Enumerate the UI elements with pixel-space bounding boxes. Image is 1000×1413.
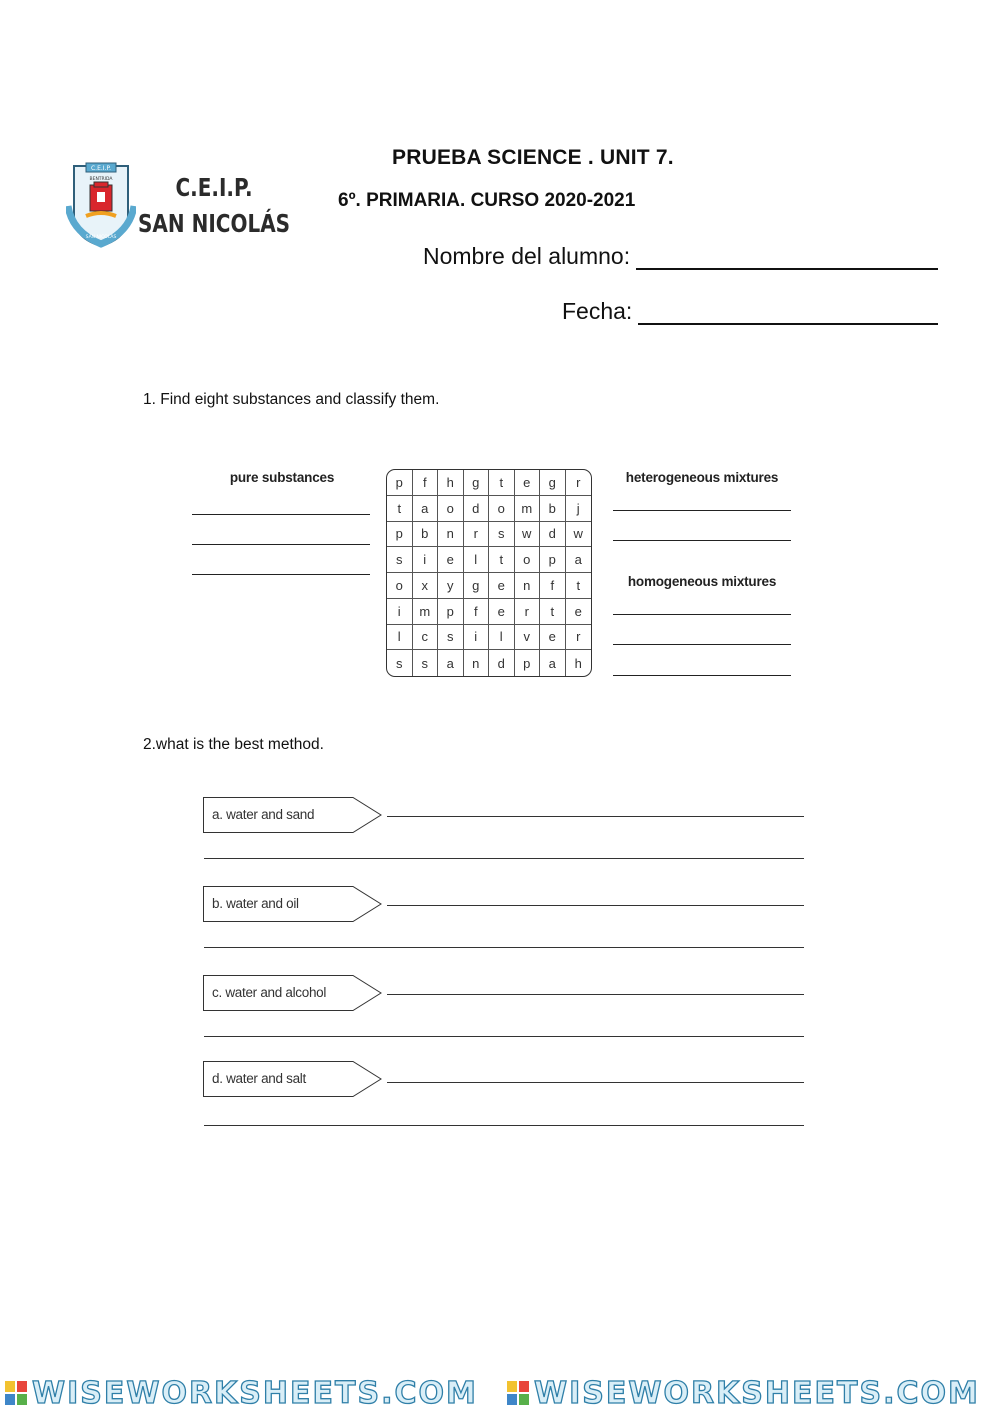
grid-cell[interactable]: o [515, 547, 541, 573]
grid-cell[interactable]: p [438, 599, 464, 625]
page-title: PRUEBA SCIENCE . UNIT 7. [392, 146, 674, 169]
grid-cell[interactable]: n [464, 650, 490, 676]
answer-line[interactable] [387, 1082, 804, 1083]
pure-answer-line[interactable] [192, 544, 370, 545]
answer-line[interactable] [204, 1125, 804, 1126]
grid-cell[interactable]: o [489, 496, 515, 522]
method-item-d [203, 1061, 383, 1097]
grid-cell[interactable]: i [413, 547, 439, 573]
grid-cell[interactable]: t [387, 496, 413, 522]
grid-cell[interactable]: w [566, 522, 592, 548]
grid-cell[interactable]: a [566, 547, 592, 573]
grid-cell[interactable]: t [540, 599, 566, 625]
date-line[interactable] [638, 301, 938, 325]
grid-cell[interactable]: b [540, 496, 566, 522]
grid-cell[interactable]: s [413, 650, 439, 676]
question-2-prompt: 2.what is the best method. [143, 736, 324, 753]
grid-cell[interactable]: h [438, 470, 464, 496]
student-name-line[interactable] [636, 246, 938, 270]
emblem-top-text: C.E.I.P. [90, 165, 112, 172]
hetero-answer-line[interactable] [613, 510, 791, 511]
pure-substances-heading: pure substances [229, 470, 335, 485]
homo-answer-line[interactable] [613, 614, 791, 615]
grid-cell[interactable]: p [540, 547, 566, 573]
date-field[interactable] [562, 298, 938, 325]
grid-cell[interactable]: m [515, 496, 541, 522]
heterogeneous-mixtures-heading: heterogeneous mixtures [625, 470, 779, 485]
grid-cell[interactable]: a [540, 650, 566, 676]
grid-cell[interactable]: n [515, 573, 541, 599]
date-label: Fecha: [562, 298, 633, 324]
question-1-prompt: 1. Find eight substances and classify them. [143, 391, 440, 408]
grid-cell[interactable]: e [566, 599, 592, 625]
grid-cell[interactable]: t [566, 573, 592, 599]
grid-cell[interactable]: a [413, 496, 439, 522]
grid-cell[interactable]: t [489, 547, 515, 573]
grid-cell[interactable]: c [413, 625, 439, 651]
word-search-grid[interactable] [386, 469, 592, 677]
grid-cell[interactable]: p [387, 470, 413, 496]
grid-cell[interactable]: g [464, 573, 490, 599]
method-item-label: c. water and alcohol [212, 985, 327, 1000]
grid-cell[interactable]: s [387, 547, 413, 573]
answer-line[interactable] [204, 858, 804, 859]
grid-cell[interactable]: v [515, 625, 541, 651]
student-name-label: Nombre del alumno: [423, 243, 631, 269]
answer-line[interactable] [204, 947, 804, 948]
page-subtitle: 6º. PRIMARIA. CURSO 2020-2021 [338, 190, 636, 211]
grid-cell[interactable]: i [464, 625, 490, 651]
grid-cell[interactable]: l [464, 547, 490, 573]
school-name-line2: SAN NICOLÁS [138, 209, 291, 238]
pure-answer-line[interactable] [192, 574, 370, 575]
grid-cell[interactable]: h [574, 655, 582, 671]
grid-cell[interactable]: d [540, 522, 566, 548]
grid-cell[interactable]: f [464, 599, 490, 625]
watermark-text: WISEWORKSHEETS.COM [32, 1376, 478, 1411]
grid-cell[interactable]: e [489, 599, 515, 625]
pure-answer-line[interactable] [192, 514, 370, 515]
grid-cell[interactable]: e [515, 470, 541, 496]
hetero-answer-line[interactable] [613, 540, 791, 541]
emblem-band-text: BENTRIDA [89, 177, 113, 182]
method-item-label: a. water and sand [212, 807, 315, 822]
grid-cell[interactable]: t [489, 470, 515, 496]
answer-line[interactable] [387, 994, 804, 995]
watermark-logo-icon [4, 1380, 28, 1406]
watermark-logo-icon [506, 1380, 530, 1406]
grid-cell[interactable]: i [387, 599, 413, 625]
method-item-label: b. water and oil [212, 896, 299, 911]
grid-cell[interactable]: d [489, 650, 515, 676]
footer-watermark [0, 1374, 1000, 1413]
grid-cell[interactable]: e [540, 625, 566, 651]
grid-cell[interactable]: s [438, 625, 464, 651]
grid-cell[interactable]: l [489, 625, 515, 651]
grid-cell[interactable]: y [438, 573, 464, 599]
grid-cell[interactable]: s [387, 650, 413, 676]
method-item-c [203, 975, 383, 1011]
grid-cell[interactable]: d [464, 496, 490, 522]
grid-cell[interactable]: a [438, 650, 464, 676]
method-item-a [203, 797, 383, 833]
homo-answer-line[interactable] [613, 644, 791, 645]
emblem-bottom-text: SAN NICOLÁS [85, 235, 117, 240]
grid-cell[interactable]: m [413, 599, 439, 625]
answer-line[interactable] [204, 1036, 804, 1037]
answer-line[interactable] [387, 816, 804, 817]
grid-cell[interactable]: j [566, 496, 592, 522]
grid-cell[interactable]: p [515, 650, 541, 676]
school-emblem-icon [66, 160, 136, 248]
student-name-field[interactable] [423, 243, 938, 270]
method-item-b [203, 886, 383, 922]
grid-cell[interactable]: x [413, 573, 439, 599]
school-name [138, 170, 290, 242]
method-item-label: d. water and salt [212, 1071, 306, 1086]
grid-cell[interactable]: o [438, 496, 464, 522]
homogeneous-mixtures-heading: homogeneous mixtures [627, 574, 777, 589]
grid-cell[interactable]: b [413, 522, 439, 548]
grid-cell[interactable]: f [540, 573, 566, 599]
homo-answer-line[interactable] [613, 675, 791, 676]
grid-cell[interactable]: s [489, 522, 515, 548]
grid-cell[interactable]: r [566, 470, 592, 496]
grid-cell[interactable]: g [464, 470, 490, 496]
grid-cell[interactable]: r [515, 599, 541, 625]
grid-cell[interactable]: l [387, 625, 413, 651]
watermark-text: WISEWORKSHEETS.COM [534, 1376, 980, 1411]
grid-cell[interactable]: w [515, 522, 541, 548]
grid-cell[interactable]: p [387, 522, 413, 548]
grid-cell[interactable]: n [438, 522, 464, 548]
grid-cell[interactable]: r [464, 522, 490, 548]
grid-cell[interactable]: g [540, 470, 566, 496]
grid-cell[interactable]: e [438, 547, 464, 573]
grid-cell[interactable]: e [489, 573, 515, 599]
grid-cell[interactable]: r [566, 625, 592, 651]
grid-cell[interactable]: o [387, 573, 413, 599]
school-name-line1: C.E.I.P. [175, 173, 253, 202]
grid-cell[interactable]: f [413, 470, 439, 496]
answer-line[interactable] [387, 905, 804, 906]
